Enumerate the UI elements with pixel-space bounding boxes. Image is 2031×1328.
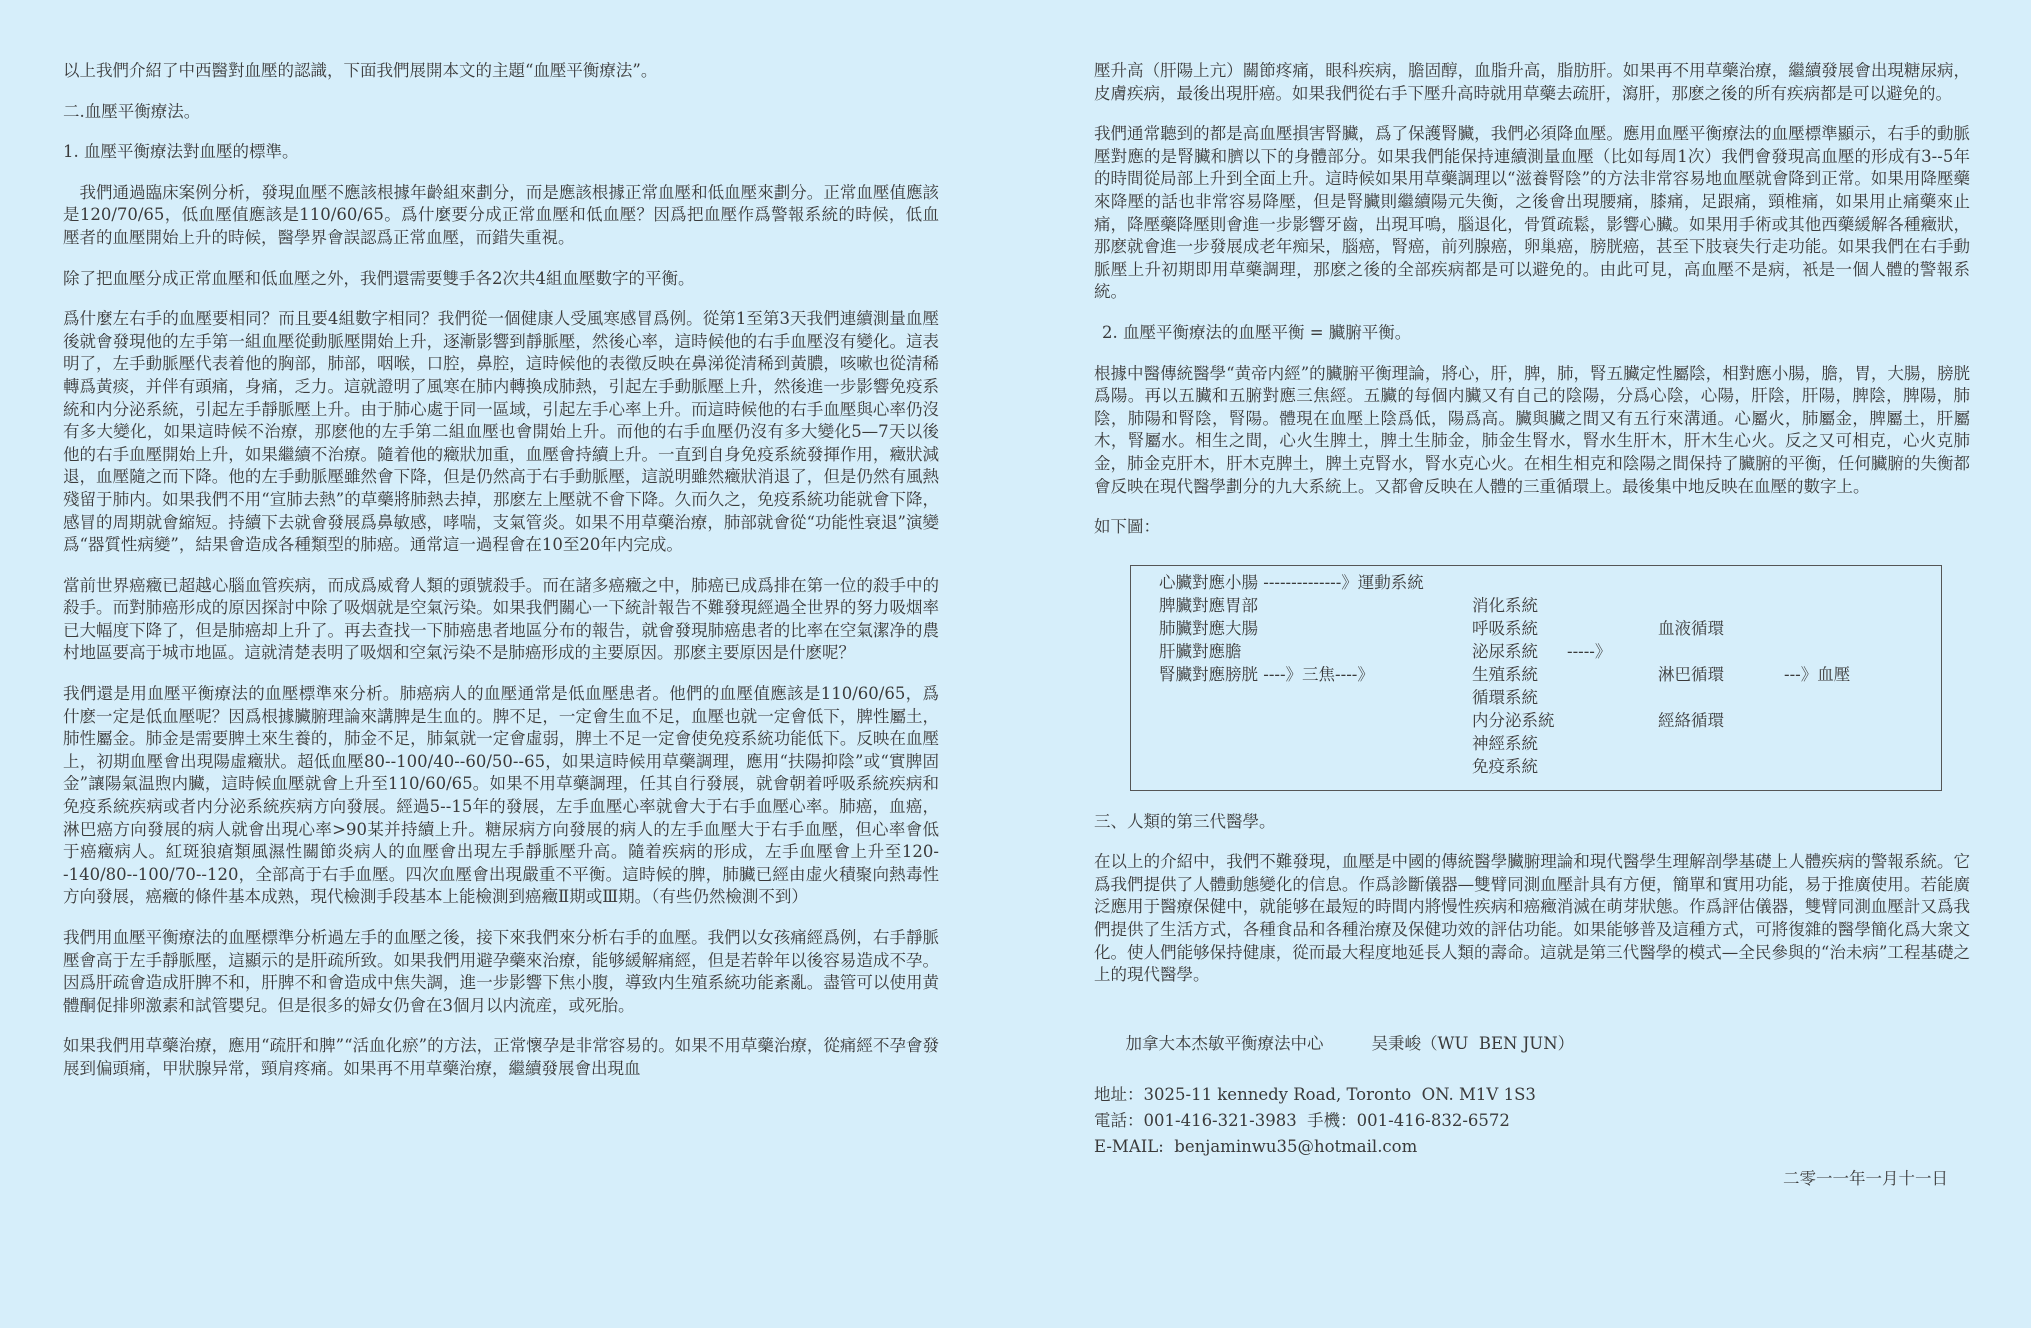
circulation-label: 淋巴循環: [1658, 664, 1724, 684]
system-label: 生殖系統: [1472, 664, 1538, 684]
circulation-label: 經絡循環: [1658, 710, 1724, 730]
system-label: 免疫系統: [1472, 756, 1538, 776]
subsection-heading: 1. 血壓平衡療法對血壓的標準。: [63, 142, 299, 162]
body-paragraph: 我們還是用血壓平衡療法的血壓標準來分析。肺癌病人的血壓通常是低血壓患者。他們的血壓值應該是110/60/65，爲什麽一定是低血壓呢？因爲根據臟腑理論來講脾是生血的。脾不足，一定會生血不足，血壓也就一定會低下，脾性屬土，肺性屬金。肺金是需要脾土來生養的，肺金不足，肺氣就一定會虛弱，脾土不足一定會使免疫系統功能低下。反映在血壓上，初期血壓會出現陽虛癥狀。超低血壓80--100/40--60/50--65，如果這時候用草藥調理，應用“扶陽抑陰”或“實脾固金”讓陽氣温煦内臟，這時候血壓就會上升至110/60/65。如果不用草藥調理，任其自行發展，就會朝着呼吸系統疾病和免疫系統疾病或者内分泌系統疾病方向發展。經過5--15年的發展，左手血壓心率就會大于右手血壓心率。肺癌，血癌，淋巴癌方向發展的病人就會出現心率>90某并持續上升。糖尿病方向發展的病人的左手血壓大于右手血壓，但心率會低于癌癥病人。紅斑狼瘡類風濕性關節炎病人的血壓會出現左手靜脈壓升高。隨着疾病的形成，左手血壓會上升至120--140/80--100/70--120，全部高于右手血壓。四次血壓會出現嚴重不平衡。這時候的脾，肺臟已經由虚火積聚向熱毒性方向發展，癌癥的條件基本成熟，現代檢測手段基本上能檢測到癌癥Ⅱ期或Ⅲ期。（有些仍然檢測不到）: [63, 684, 939, 907]
organ-row: 心臟對應小腸 --------------》運動系統: [1159, 572, 1424, 592]
organ-row: 脾臟對應胃部: [1159, 595, 1258, 615]
body-paragraph: 除了把血壓分成正常血壓和低血壓之外，我們還需要雙手各2次共4組血壓數字的平衡。: [63, 268, 695, 288]
body-paragraph: 我們用血壓平衡療法的血壓標準分析過左手的血壓之後，接下來我們來分析右手的血壓。我們以女孩痛經爲例，右手靜脈壓會高于左手靜脈壓，這顯示的是肝疏所致。如果我們用避孕藥來治療，能够緩解痛經，但是若幹年以後容易造成不孕。因爲肝疏會造成肝脾不和，肝脾不和會造成中焦失調，進一步影響下焦小腹，導致内生殖系統功能紊亂。盡管可以使用黄體酮促排卵激素和試管嬰兒。但是很多的婦女仍會在3個月以内流産，或死胎。: [63, 928, 939, 1015]
section-heading: 二.血壓平衡療法。: [63, 101, 201, 121]
figure-caption: 如下圖：: [1094, 517, 1160, 537]
system-label: 消化系統: [1472, 595, 1538, 615]
system-label: 神經系統: [1472, 733, 1538, 753]
body-paragraph: 爲什麼左右手的血壓要相同？而且要4組數字相同？我們從一個健康人受風寒感冒爲例。從第1至第3天我們連續測量血壓後就會發現他的左手第一組血壓從動脈壓開始上升，逐漸影響到靜脈壓，然後心率，這時候他的右手血壓沒有變化。這表明了，左手動脈壓代表着他的胸部，肺部，咽喉，口腔，鼻腔，這時候他的表徵反映在鼻涕從清稀到黃膿，咳嗽也從清稀轉爲黃痰，并伴有頭痛，身痛，乏力。這就證明了風寒在肺内轉換成肺熱，引起左手動脈壓上升，然後進一步影響免疫系統和内分泌系統，引起左手靜脈壓上升。由于肺心處于同一區域，引起左手心率上升。而這時候他的右手血壓與心率仍沒有多大變化，如果這時候不治療，那麽他的左手第二組血壓也會開始上升。而他的右手血壓仍沒有多大變化5—7天以後他的右手血壓開始上升，如果繼續不治療。隨着他的癥狀加重，血壓會持續上升。一直到自身免疫系統發揮作用，癥狀減退，血壓隨之而下降。他的左手動脈壓雖然會下降，但是仍然高于右手動脈壓，這説明雖然癥狀消退了，但是仍然有風熱殘留于肺内。如果我們不用“宣肺去熱”的草藥將肺熱去掉，那麽左上壓就不會下降。久而久之，免疫系統功能就會下降，感冒的周期就會縮短。持續下去就會發展爲鼻敏感，哮喘，支氣管炎。如果不用草藥治療，肺部就會從“功能性衰退”演變爲“器質性病變”，結果會造成各種類型的肺癌。通常這一過程會在10至20年内完成。: [63, 309, 939, 555]
right-column: [1094, 60, 1970, 1191]
document-date: 二零一一年一月十一日: [1783, 1168, 1948, 1188]
organ-row: 腎臟對應膀胱 ----》三焦----》: [1159, 664, 1374, 684]
body-paragraph: 我們通常聽到的都是高血壓損害腎臟，爲了保護腎臟，我們必須降血壓。應用血壓平衡療法的血壓標準顯示，右手的動脈壓對應的是腎臟和臍以下的身體部分。如果我們能保持連續測量血壓（比如每周1次）我們會發現高血壓的形成有3--5年的時間從局部上升到全面上升。這時候如果用草藥調理以“滋養腎陰”的方法非常容易地血壓就會降到正常。如果用降壓藥來降壓的話也非常容易降壓，但是腎臟則繼續陽元失衡，之後會出現腰痛，膝痛，足跟痛，頸椎痛，如果用止痛藥來止痛，降壓藥降壓則會進一步影響牙齒，出現耳鳴，腦退化，骨質疏鬆，影響心臟。如果用手術或其他西藥緩解各種癥狀，那麽就會進一步發展成老年痴呆，腦癌，腎癌，前列腺癌，卵巢癌，膀胱癌，甚至下肢衰失行走功能。如果我們在右手動脈壓上升初期即用草藥調理，那麽之後的全部疾病都是可以避免的。由此可見，高血壓不是病，衹是一個人體的警報系統。: [1094, 124, 1970, 302]
body-paragraph: 當前世界癌癥已超越心腦血管疾病，而成爲威脅人類的頭號殺手。而在諸多癌癥之中，肺癌已成爲排在第一位的殺手中的殺手。而對肺癌形成的原因探討中除了吸烟就是空氣污染。如果我們關心一下統計報告不難發現經過全世界的努力吸烟率已大幅度下降了，但是肺癌却上升了。再去查找一下肺癌患者地區分布的報告，就會發現肺癌患者的比率在空氣潔净的農村地區要高于城市地區。這就清楚表明了吸烟和空氣污染不是肺癌形成的主要原因。那麽主要原因是什麽呢？: [63, 575, 939, 663]
organ-system-diagram: [1130, 565, 1942, 791]
address: 地址：3025-11 kennedy Road, Toronto ON. M1V 1S3: [1094, 1085, 1536, 1105]
section-heading: 三、人類的第三代醫學。: [1094, 811, 1276, 831]
arrow-to-circulation: -----》: [1567, 641, 1612, 661]
organ-row: 肝臟對應膽: [1159, 641, 1242, 661]
body-paragraph: 壓升高（肝陽上亢）關節疼痛，眼科疾病，膽固醇，血脂升高，脂肪肝。如果再不用草藥治療，繼續發展會出現糖尿病，皮膚疾病，最後出現肝癌。如果我們從右手下壓升高時就用草藥去疏肝，瀉肝，那麽之後的所有疾病都是可以避免的。: [1094, 61, 1970, 103]
phone: 電話：001-416-321-3983 手機：001-416-832-6572: [1094, 1111, 1510, 1131]
body-paragraph: 根據中醫傳統醫學“黄帝内經”的臟腑平衡理論，將心，肝，脾，肺，腎五臟定性屬陰，相對應小腸，膽，胃，大腸，膀胱爲陽。再以五臟和五腑對應三焦經。五臟的每個内臟又有自己的陰陽，分爲心陰，心陽，肝陰，肝陽，脾陰，脾陽，肺陰，肺陽和腎陰，腎陽。體現在血壓上陰爲低，陽爲高。臟與臟之間又有五行來溝通。心屬火，肺屬金，脾屬土，肝屬木，腎屬水。相生之間，心火生脾土，脾土生肺金，肺金生腎水，腎水生肝木，肝木生心火。反之又可相克，心火克肺金，肺金克肝木，肝木克脾土，脾土克腎水，腎水克心火。在相生相克和陰陽之間保持了臟腑的平衡，任何臟腑的失衡都會反映在現代醫學劃分的九大系統上。又都會反映在人體的三重循環上。最後集中地反映在血壓的數字上。: [1094, 363, 1970, 496]
system-label: 呼吸系統: [1472, 618, 1538, 638]
left-column: [63, 60, 939, 1099]
arrow-to-blood-pressure: ---》血壓: [1784, 664, 1851, 684]
organ-row: 肺臟對應大腸: [1159, 618, 1258, 638]
body-paragraph: 在以上的介紹中，我們不難發現，血壓是中國的傳統醫學臟腑理論和現代醫學生理解剖學基礎上人體疾病的警報系統。它爲我們提供了人體動態變化的信息。作爲診斷儀器—雙臂同測血壓計具有方便，簡單和實用功能，易于推廣使用。若能廣泛應用于醫療保健中，就能够在最短的時間内將慢性疾病和癌癥消滅在萌芽狀態。作爲評估儀器，雙臂同測血壓計又爲我們提供了生活方式，各種食品和各種治療及保健功效的評估功能。如果能够普及這種方式，可將復雜的醫學簡化爲大衆文化。使人們能够保持健康，從而最大程度地延長人類的壽命。這就是第三代醫學的模式—全民參與的“治未病”工程基礎之上的現代醫學。: [1094, 852, 1970, 985]
organization-name: 加拿大本杰敏平衡療法中心: [1125, 1033, 1324, 1053]
intro-paragraph: 以上我們介紹了中西醫對血壓的認識，下面我們展開本文的主題“血壓平衡療法”。: [63, 61, 658, 80]
author-name: 吴秉峻（WU BEN JUN）: [1371, 1033, 1575, 1053]
body-paragraph: 如果我們用草藥治療，應用“疏肝和脾”“活血化瘀”的方法，正常懷孕是非常容易的。如果不用草藥治療，從痛經不孕會發展到偏頭痛，甲狀腺异常，頸肩疼痛。如果再不用草藥治療，繼續發展會出現血: [63, 1036, 939, 1078]
email: E-MAIL: benjaminwu35@hotmail.com: [1094, 1136, 1418, 1156]
circulation-label: 血液循環: [1658, 618, 1724, 638]
system-label: 内分泌系統: [1472, 710, 1555, 730]
contact-block: [1094, 1005, 1970, 1192]
subsection-heading: 2. 血壓平衡療法的血壓平衡 = 臟腑平衡。: [1102, 322, 1412, 342]
system-label: 循環系統: [1472, 687, 1538, 707]
body-paragraph: 我們通過臨床案例分析，發現血壓不應該根據年齡組來劃分，而是應該根據正常血壓和低血壓來劃分。正常血壓值應該是120/70/65，低血壓值應該是110/60/65。爲什麼要分成正常血壓和低血壓？因爲把血壓作爲警報系統的時候，低血壓者的血壓開始上升的時候，醫學界會誤認爲正常血壓，而錯失重視。: [63, 182, 939, 247]
system-label: 泌尿系統: [1472, 641, 1538, 661]
